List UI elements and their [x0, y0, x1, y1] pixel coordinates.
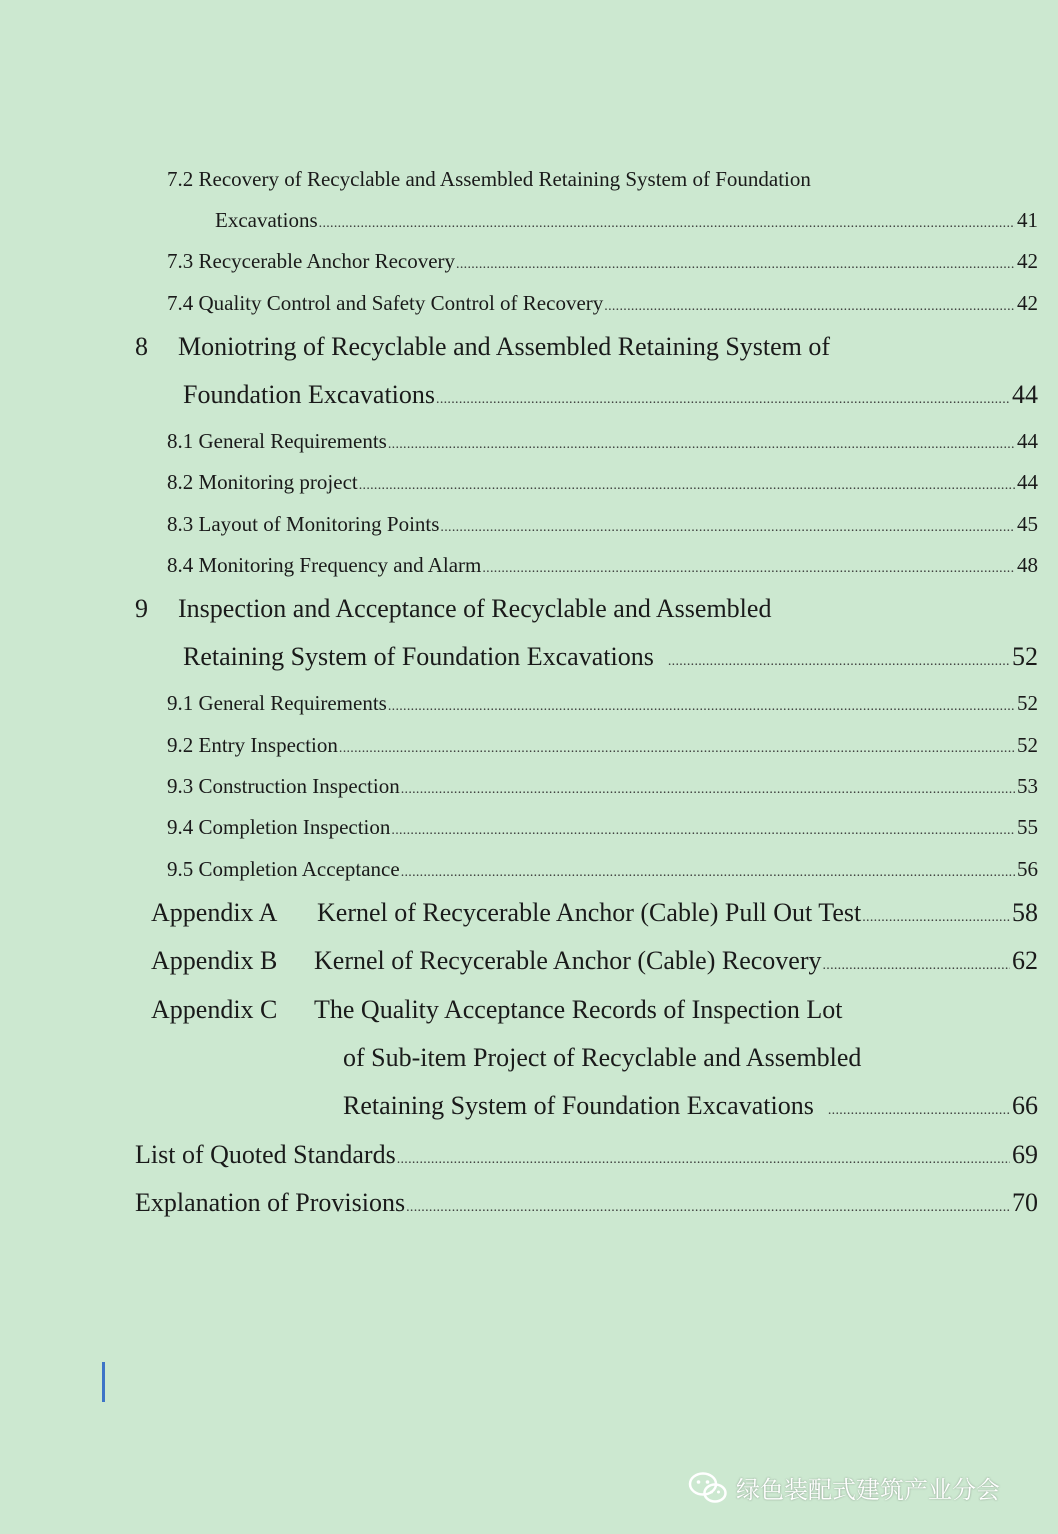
watermark-text: 绿色装配式建筑产业分会	[736, 1476, 1000, 1504]
toc-entry-9-1[interactable]	[167, 691, 1038, 716]
wechat-icon	[688, 1471, 728, 1505]
toc-entry-9-5[interactable]	[167, 857, 1038, 882]
toc-7-2-line1[interactable]: 7.2 Recovery of Recyclable and Assembled Retaining System of Foundation	[167, 167, 811, 191]
toc-appendix-c-line1[interactable]: The Quality Acceptance Records of Inspection Lot	[314, 995, 843, 1024]
toc-ch8-number: 8	[135, 332, 148, 361]
page-number: 52	[1012, 642, 1038, 671]
leader-dots	[319, 216, 1015, 232]
leader-dots	[456, 257, 1015, 273]
toc-entry-appendix-b[interactable]	[314, 946, 1038, 976]
toc-entry-7-3[interactable]	[167, 249, 1038, 274]
toc-title: 9.1 General Requirements	[167, 691, 387, 715]
leader-dots	[388, 437, 1015, 453]
leader-dots	[397, 1152, 1010, 1168]
leader-dots	[604, 299, 1015, 315]
toc-entry-explanation-provisions[interactable]	[135, 1188, 1038, 1218]
toc-appendix-c-label: Appendix C	[151, 995, 278, 1024]
toc-entry-9-3[interactable]	[167, 774, 1038, 799]
page-number: 66	[1012, 1091, 1038, 1120]
watermark	[688, 1470, 1000, 1505]
page-number: 53	[1017, 774, 1038, 798]
page-number: 58	[1012, 898, 1038, 927]
toc-entry-9-2[interactable]	[167, 733, 1038, 758]
toc-title: Explanation of Provisions	[135, 1188, 406, 1217]
page-number: 44	[1012, 380, 1038, 409]
toc-title: Foundation Excavations	[183, 380, 436, 409]
toc-7-2-line2: Excavations	[215, 208, 318, 232]
leader-dots	[862, 910, 1010, 926]
page-number: 52	[1017, 691, 1038, 715]
leader-dots	[440, 520, 1015, 536]
toc-title: 8.2 Monitoring project	[167, 470, 358, 494]
toc-title: 9.5 Completion Acceptance	[167, 857, 400, 881]
toc-entry-8-1[interactable]	[167, 429, 1038, 454]
toc-title: 9.2 Entry Inspection	[167, 733, 338, 757]
toc-entry-ch8[interactable]	[183, 380, 1038, 410]
leader-dots	[668, 654, 1010, 670]
toc-entry-ch9[interactable]	[183, 642, 1038, 672]
toc-title: 8.3 Layout of Monitoring Points	[167, 512, 440, 536]
page-number: 56	[1017, 857, 1038, 881]
page-number: 44	[1017, 470, 1038, 494]
toc-entry-8-3[interactable]	[167, 512, 1038, 537]
leader-dots	[339, 741, 1015, 757]
page-number: 44	[1017, 429, 1038, 453]
page-number: 42	[1017, 249, 1038, 273]
toc-appendix-a-label: Appendix A	[151, 898, 278, 927]
leader-dots	[401, 782, 1015, 798]
leader-dots	[388, 699, 1015, 715]
page-number: 48	[1017, 553, 1038, 577]
toc-title: Retaining System of Foundation Excavations	[343, 1091, 814, 1120]
toc-title: 8.1 General Requirements	[167, 429, 387, 453]
page-number: 69	[1012, 1140, 1038, 1169]
toc-title: 8.4 Monitoring Frequency and Alarm	[167, 553, 482, 577]
leader-dots	[436, 392, 1010, 408]
toc-appendix-c-line2[interactable]: of Sub-item Project of Recyclable and Assembled	[343, 1043, 862, 1072]
text-cursor	[102, 1362, 105, 1402]
toc-entry-appendix-c[interactable]	[343, 1091, 1038, 1121]
leader-dots	[391, 823, 1015, 839]
toc-title: Kernel of Recycerable Anchor (Cable) Pull Out Test	[317, 898, 862, 927]
toc-entry-7-4[interactable]	[167, 291, 1038, 316]
page-number: 41	[1017, 208, 1038, 232]
toc-ch9-line1[interactable]: Inspection and Acceptance of Recyclable and Assembled	[178, 594, 772, 623]
leader-dots	[828, 1103, 1010, 1119]
page-number: 62	[1012, 946, 1038, 975]
toc-entry-8-4[interactable]	[167, 553, 1038, 578]
page-number: 52	[1017, 733, 1038, 757]
toc-entry-8-2[interactable]	[167, 470, 1038, 495]
page-number: 45	[1017, 512, 1038, 536]
toc-title: Kernel of Recycerable Anchor (Cable) Recovery	[314, 946, 822, 975]
page-number: 42	[1017, 291, 1038, 315]
toc-title: Retaining System of Foundation Excavations	[183, 642, 654, 671]
toc-title: 9.4 Completion Inspection	[167, 815, 391, 839]
toc-title: 9.3 Construction Inspection	[167, 774, 400, 798]
toc-title: List of Quoted Standards	[135, 1140, 396, 1169]
toc-entry-7-2[interactable]	[215, 208, 1038, 233]
leader-dots	[359, 478, 1015, 494]
toc-entry-quoted-standards[interactable]	[135, 1140, 1038, 1170]
page-number: 55	[1017, 815, 1038, 839]
toc-entry-9-4[interactable]	[167, 815, 1038, 840]
leader-dots	[822, 958, 1010, 974]
page-number: 70	[1012, 1188, 1038, 1217]
leader-dots	[401, 865, 1015, 881]
toc-title: 7.3 Recycerable Anchor Recovery	[167, 249, 456, 273]
toc-title: 7.4 Quality Control and Safety Control of Recovery	[167, 291, 604, 315]
toc-appendix-b-label: Appendix B	[151, 946, 278, 975]
toc-ch9-number: 9	[135, 594, 148, 623]
toc-entry-appendix-a[interactable]	[317, 898, 1038, 928]
leader-dots	[482, 561, 1015, 577]
leader-dots	[406, 1200, 1010, 1216]
toc-ch8-line1[interactable]: Moniotring of Recyclable and Assembled Retaining System of	[178, 332, 831, 361]
